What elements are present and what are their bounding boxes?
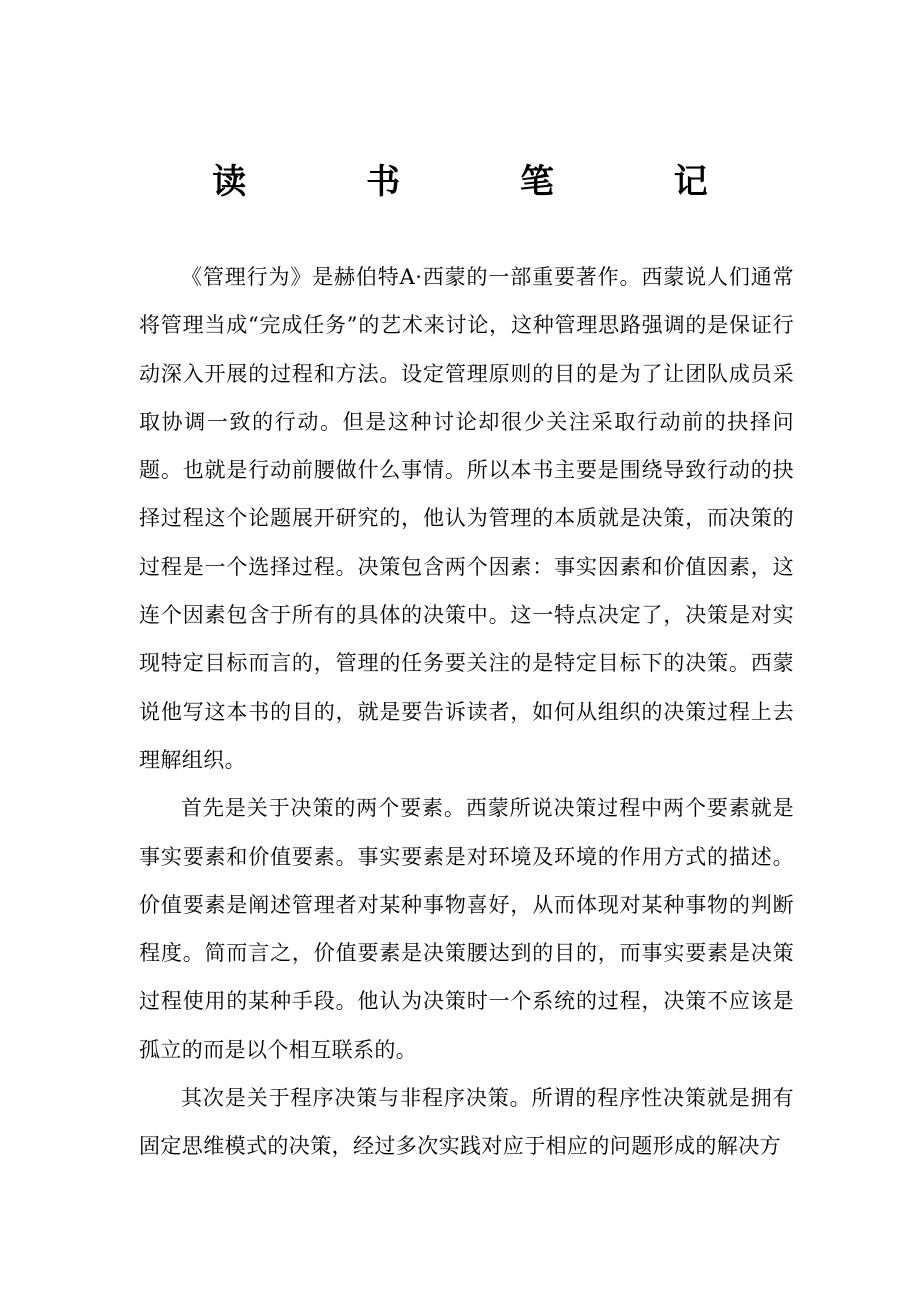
paragraph-1: 《管理行为》是赫伯特A·西蒙的一部重要著作。西蒙说人们通常将管理当成“完成任务”的艺术来讨论，这种管理思路强调的是保证行动深入开展的过程和方法。设定管理原则的目的是为了让团队成员采取协调一致的行动。但是这种讨论却很少关注采取行动前的抉择问题。也就是行动前腰做什么事情。所以本书主要是围绕导致行动的抉择过程这个论题展开研究的，他认为管理的本质就是决策，而决策的过程是一个选择过程。决策包含两个因素：事实因素和价值因素，这连个因素包含于所有的具体的决策中。这一特点决定了，决策是对实现特定目标而言的，管理的任务要关注的是特定目标下的决策。西蒙说他写这本书的目的，就是要告诉读者，如何从组织的决策过程上去理解组织。	[139, 265, 794, 772]
paragraph-3: 其次是关于程序决策与非程序决策。所谓的程序性决策就是拥有固定思维模式的决策，经过多次实践对应于相应的问题形成的解决方	[139, 1086, 794, 1159]
document-body	[139, 253, 794, 1171]
document-title: 读 书 笔 记	[212, 162, 762, 202]
paragraph-2: 首先是关于决策的两个要素。西蒙所说决策过程中两个要素就是事实要素和价值要素。事实要素是对环境及环境的作用方式的描述。价值要素是阐述管理者对某种事物喜好，从而体现对某种事物的判断程度。简而言之，价值要素是决策腰达到的目的，而事实要素是决策过程使用的某种手段。他认为决策时一个系统的过程，决策不应该是孤立的而是以个相互联系的。	[139, 796, 794, 1062]
